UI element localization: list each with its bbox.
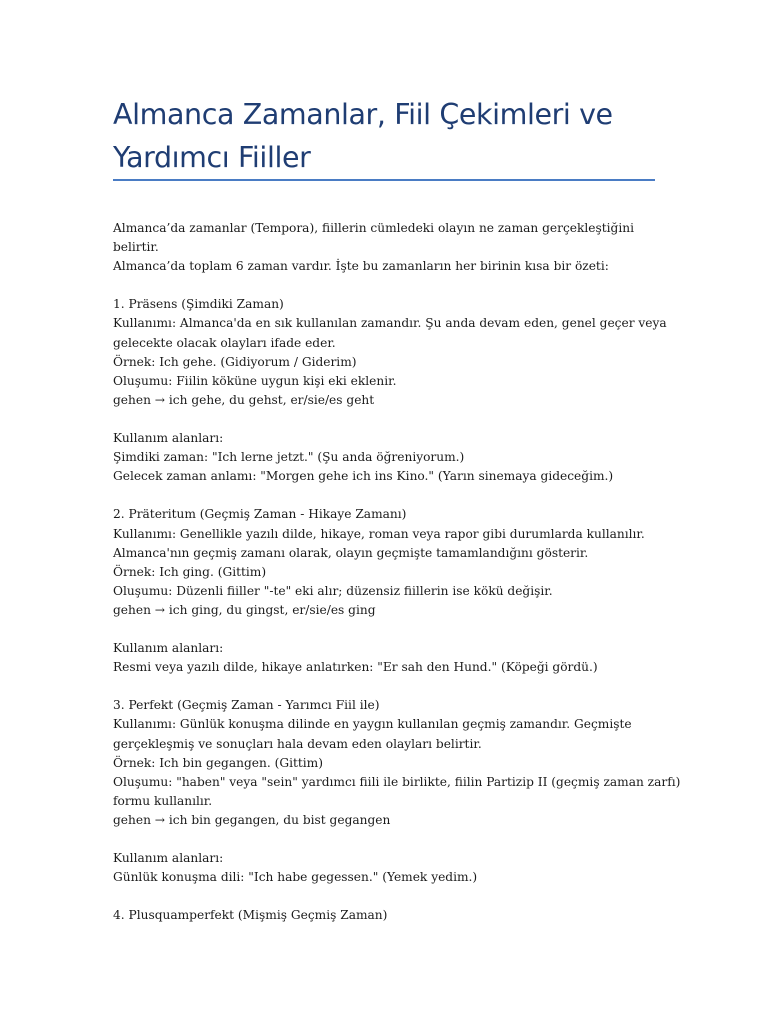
section-line: Oluşumu: "haben" veya "sein" yardımcı fiili ile birlikte, fiilin Partizip II (geçmiş zaman zarfı) xyxy=(113,774,681,789)
paragraph-gap xyxy=(113,620,673,639)
section-line: gerçekleşmiş ve sonuçları hala devam eden olayları belirtir. xyxy=(113,736,482,751)
usage-line: Günlük konuşma dili: "Ich habe gegessen." (Yemek yedim.) xyxy=(113,870,478,885)
section-line: Kullanımı: Genellikle yazılı dilde, hikaye, roman veya rapor gibi durumlarda kullanılır. xyxy=(113,526,645,541)
usage-heading: Kullanım alanları: xyxy=(113,851,224,866)
section-line: gehen → ich gehe, du gehst, er/sie/es geht xyxy=(113,392,375,407)
document-title-line-2: Yardımcı Fiiller xyxy=(113,141,311,174)
section-heading: 1. Präsens (Şimdiki Zaman) xyxy=(113,297,284,312)
section-line: Oluşumu: Düzenli fiiller "-te" eki alır; düzensiz fiillerin ise kökü değişir. xyxy=(113,583,553,598)
paragraph-gap xyxy=(113,677,673,696)
section-line: Kullanımı: Almanca'da en sık kullanılan zamandır. Şu anda devam eden, genel geçer veya xyxy=(113,316,667,331)
paragraph-gap xyxy=(113,486,673,505)
usage-heading: Kullanım alanları: xyxy=(113,431,224,446)
usage-prasens xyxy=(113,429,673,486)
title-underline-rule xyxy=(113,179,655,181)
paragraph-gap xyxy=(113,887,673,906)
section-line: Örnek: Ich bin gegangen. (Gittim) xyxy=(113,755,323,770)
document-title-line-1: Almanca Zamanlar, Fiil Çekimleri ve xyxy=(113,98,613,131)
section-line: formu kullanılır. xyxy=(113,793,213,808)
intro-line: belirtir. xyxy=(113,240,159,255)
section-line: gelecekte olacak olayları ifade eder. xyxy=(113,335,336,350)
document-title xyxy=(113,93,658,179)
paragraph-gap xyxy=(113,830,673,849)
intro-line: Almanca’da toplam 6 zaman vardır. İşte bu zamanların her birinin kısa bir özeti: xyxy=(113,259,609,274)
section-line: gehen → ich ging, du gingst, er/sie/es ging xyxy=(113,602,376,617)
section-line: Örnek: Ich gehe. (Gidiyorum / Giderim) xyxy=(113,354,357,369)
intro-paragraph xyxy=(113,219,673,276)
usage-line: Resmi veya yazılı dilde, hikaye anlatırken: "Er sah den Hund." (Köpeği gördü.) xyxy=(113,660,598,675)
paragraph-gap xyxy=(113,276,673,295)
section-line: Örnek: Ich ging. (Gittim) xyxy=(113,564,267,579)
usage-line: Gelecek zaman anlamı: "Morgen gehe ich ins Kino." (Yarın sinemaya gideceğim.) xyxy=(113,469,614,484)
section-prasens xyxy=(113,295,673,410)
usage-prateritum xyxy=(113,639,673,677)
section-prateritum xyxy=(113,505,673,620)
usage-heading: Kullanım alanları: xyxy=(113,641,224,656)
section-heading: 2. Präteritum (Geçmiş Zaman - Hikaye Zamanı) xyxy=(113,507,407,522)
paragraph-gap xyxy=(113,410,673,429)
document-body xyxy=(113,219,681,925)
section-heading: 4. Plusquamperfekt (Mişmiş Geçmiş Zaman) xyxy=(113,908,388,923)
section-plusquamperfekt xyxy=(113,906,673,925)
usage-line: Şimdiki zaman: "Ich lerne jetzt." (Şu anda öğreniyorum.) xyxy=(113,450,465,465)
section-line: Kullanımı: Günlük konuşma dilinde en yaygın kullanılan geçmiş zamandır. Geçmişte xyxy=(113,717,632,732)
usage-perfekt xyxy=(113,849,673,887)
section-line: Oluşumu: Fiilin köküne uygun kişi eki eklenir. xyxy=(113,373,397,388)
section-perfekt xyxy=(113,696,681,830)
section-line: Almanca'nın geçmiş zamanı olarak, olayın geçmişte tamamlandığını gösterir. xyxy=(113,545,589,560)
section-line: gehen → ich bin gegangen, du bist gegangen xyxy=(113,812,391,827)
section-heading: 3. Perfekt (Geçmiş Zaman - Yarımcı Fiil ile) xyxy=(113,698,380,713)
intro-line: Almanca’da zamanlar (Tempora), fiillerin cümledeki olayın ne zaman gerçekleştiğini xyxy=(113,221,634,235)
